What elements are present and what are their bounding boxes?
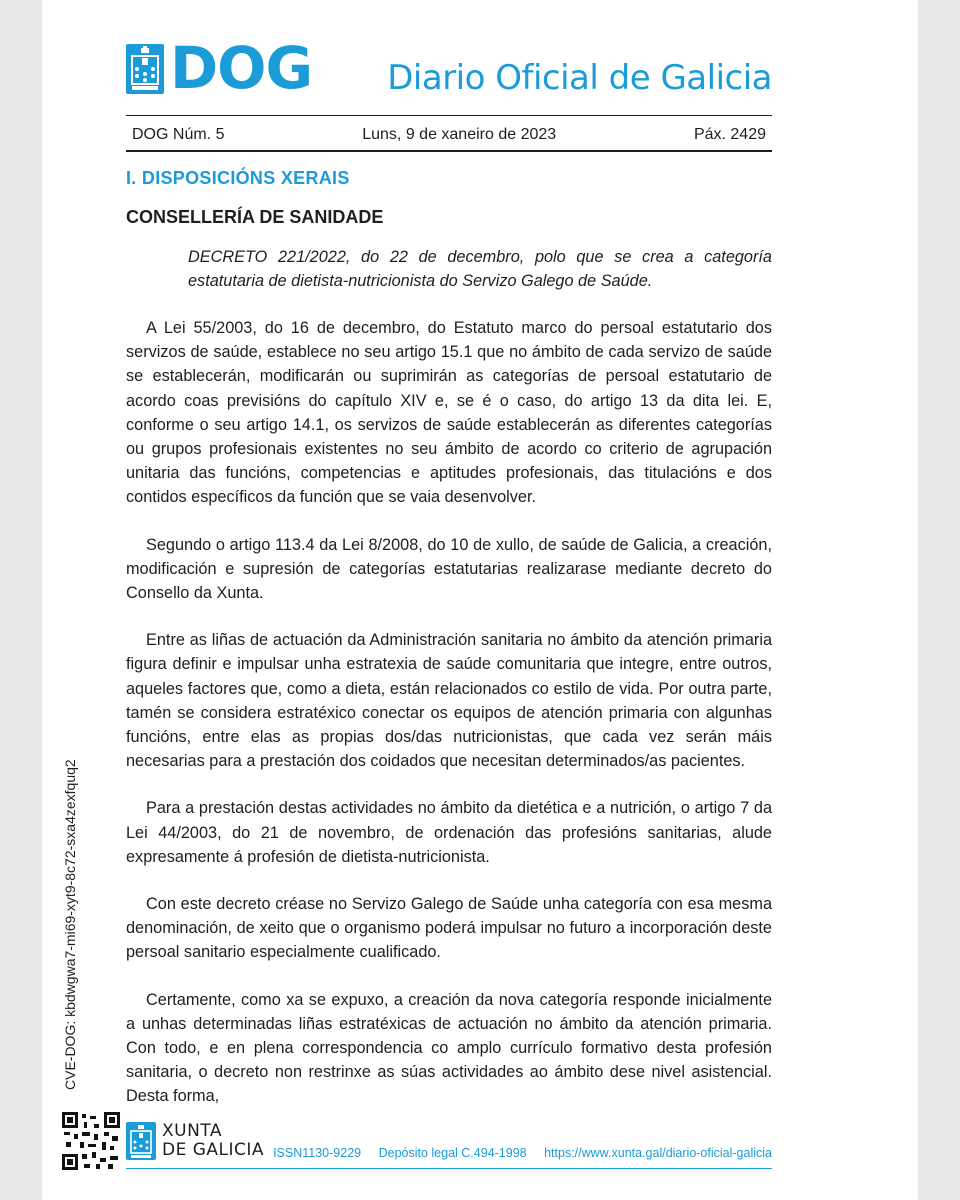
- legal-deposit: Depósito legal C.494-1998: [378, 1146, 527, 1160]
- paragraph: A Lei 55/2003, do 16 de decembro, do Estatuto marco do persoal estatutario dos servizos de saúde, establece no seu artigo 15.1 que no ámbito de cada servizo de saúde se establecerán, modificarán ou suprimirán as categorías de persoal estatutario de acordo coas previsións do capítulo XIV e, se é o caso, do artigo 13 da dita lei. E, conforme o seu artigo 14.1, os servizos de saúde establecerán as diferentes categorías ou grupos profesionais existentes no seu ámbito de acordo co criterio de agrupación unitaria das funcións, competencias e aptitudes profesionais, das titulacións e dos contidos específicos da función que se vaia desenvolver.: [126, 319, 772, 507]
- cve-code: CVE-DOG: kbdwgwa7-mi69-xyt9-8c72-sxa4zexfquq2: [62, 759, 78, 1090]
- dog-logo: DOG: [170, 34, 313, 102]
- xunta-shield-icon: [126, 1122, 156, 1160]
- decree-title: DECRETO 221/2022, do 22 de decembro, polo que se crea a categoría estatutaria de dietista-nutricionista do Servizo Galego de Saúde.: [188, 248, 772, 290]
- xunta-line-2: DE GALICIA: [162, 1140, 265, 1160]
- issue-number: DOG Núm. 5: [132, 126, 225, 143]
- qr-code-icon: [62, 1112, 120, 1170]
- galicia-shield-icon: [126, 44, 164, 94]
- page-number: Páx. 2429: [693, 126, 766, 143]
- page-footer: [126, 1122, 772, 1170]
- issue-bar: [126, 120, 772, 152]
- section-heading: I. DISPOSICIÓNS XERAIS: [126, 168, 350, 188]
- document-body: [126, 316, 772, 1132]
- paragraph: Entre as liñas de actuación da Administración sanitaria no ámbito da atención primaria figura definir e impulsar unha estratexia de saúde comunitaria que integre, entre outros, aqueles factores que, como a dieta, están relacionados co estilo de vida. Por outra parte, tamén se considera estratéxico conectar os equipos de atención primaria con algunhas funcións, entre elas as propias dos/das nutricionistas, que cada vez serán máis necesarias para a prestación dos coidados que necesitan determinados/as pacientes.: [126, 631, 772, 771]
- issn: ISSN1130-9229: [273, 1146, 362, 1160]
- xunta-line-1: XUNTA: [162, 1121, 222, 1141]
- paragraph: Segundo o artigo 113.4 da Lei 8/2008, do 10 de xullo, de saúde de Galicia, a creación, modificación e supresión de categorías estatutarias realizarase mediante decreto do Consello da Xunta.: [126, 535, 772, 603]
- footer-links: [259, 1146, 772, 1160]
- footer-url-link[interactable]: https://www.xunta.gal/diario-oficial-galicia: [544, 1146, 772, 1160]
- xunta-name: [162, 1122, 264, 1160]
- masthead-title: Diario Oficial de Galicia: [387, 58, 772, 98]
- issue-date: Luns, 9 de xaneiro de 2023: [362, 126, 557, 143]
- footer-rule: [126, 1168, 772, 1169]
- masthead: [126, 34, 772, 102]
- paragraph: Con este decreto créase no Servizo Galego de Saúde unha categoría con esa mesma denominación, de xeito que o organismo poderá impulsar no futuro a incorporación deste persoal sanitario especialmente cualificado.: [126, 895, 772, 962]
- department-heading: CONSELLERÍA DE SANIDADE: [126, 207, 384, 227]
- paragraph: Certamente, como xa se expuxo, a creación da nova categoría responde inicialmente a unhas determinadas liñas estratéxicas de actuación no ámbito da atención primaria. Con todo, e en plena correspondencia co amplo currículo formativo desta profesión sanitaria, o decreto non restrinxe as súas actividades ao ámbito dese nivel asistencial. Desta forma,: [126, 990, 772, 1106]
- paragraph: Para a prestación destas actividades no ámbito da dietética e a nutrición, o artigo 7 da Lei 44/2003, do 21 de novembro, de ordenación das profesións sanitarias, alude expresamente á profesión de dietista-nutricionista.: [126, 799, 772, 866]
